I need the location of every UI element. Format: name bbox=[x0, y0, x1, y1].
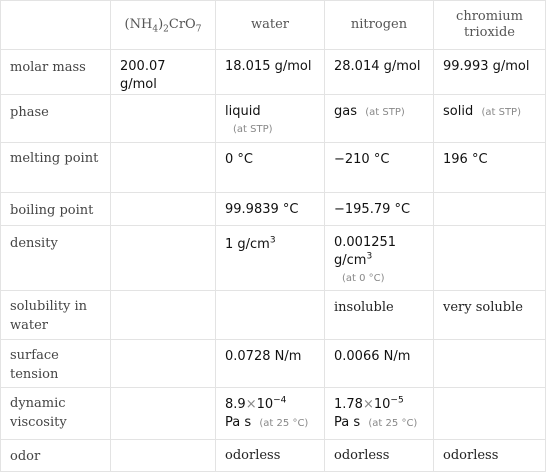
cell-value: 1 $g/cm^3$ bbox=[216, 226, 325, 291]
cell-value: −210 °C bbox=[325, 143, 434, 193]
cell-value: insoluble bbox=[325, 291, 434, 340]
phase-text: liquid bbox=[225, 104, 261, 119]
row-solubility bbox=[1, 291, 546, 340]
cell-empty bbox=[434, 226, 546, 291]
col-header-chromium-trioxide: chromium trioxide bbox=[434, 1, 546, 50]
cell-value: odorless bbox=[325, 440, 434, 472]
row-label: boiling point bbox=[1, 193, 111, 226]
phase-text: gas bbox=[334, 104, 357, 119]
header-row bbox=[1, 1, 546, 50]
cell-empty bbox=[111, 291, 216, 340]
cell-value bbox=[325, 226, 434, 291]
col-header-ammonium-chromate: $(NH_4)_2CrO_7$ bbox=[111, 1, 216, 50]
row-dynamic-viscosity bbox=[1, 388, 546, 440]
cell-empty bbox=[111, 95, 216, 143]
row-label: molar mass bbox=[1, 50, 111, 95]
cell-empty bbox=[111, 226, 216, 291]
cell-value bbox=[216, 95, 325, 143]
cell-value: 99.993 g/mol bbox=[434, 50, 546, 95]
viscosity-number: $8.9\times 10^{-4}$ bbox=[225, 395, 287, 412]
cell-empty bbox=[434, 340, 546, 388]
cell-empty bbox=[111, 193, 216, 226]
cell-value: 18.015 g/mol bbox=[216, 50, 325, 95]
cell-value: 0 °C bbox=[216, 143, 325, 193]
row-label: melting point bbox=[1, 143, 111, 193]
row-odor bbox=[1, 440, 546, 472]
cell-empty bbox=[434, 388, 546, 440]
condition-note: (at STP) bbox=[233, 124, 273, 135]
condition-note: (at 0 °C) bbox=[342, 273, 385, 284]
cell-value: 99.9839 °C bbox=[216, 193, 325, 226]
density-number: 0.001251 bbox=[334, 235, 397, 250]
cell-empty bbox=[111, 340, 216, 388]
cell-empty bbox=[111, 388, 216, 440]
viscosity-number: $1.78\times 10^{-5}$ bbox=[334, 395, 404, 412]
condition-note: (at STP) bbox=[365, 107, 405, 118]
condition-note: (at STP) bbox=[481, 107, 521, 118]
row-melting-point bbox=[1, 143, 546, 193]
cell-value: −195.79 °C bbox=[325, 193, 434, 226]
cell-value: 0.0728 N/m bbox=[216, 340, 325, 388]
viscosity-unit: Pa s (at 25 °C) bbox=[225, 415, 309, 430]
row-label: solubility in water bbox=[1, 291, 111, 340]
cell-value: odorless bbox=[216, 440, 325, 472]
row-phase bbox=[1, 95, 546, 143]
cell-empty bbox=[111, 143, 216, 193]
cell-empty bbox=[111, 440, 216, 472]
cell-value: odorless bbox=[434, 440, 546, 472]
viscosity-unit: Pa s (at 25 °C) bbox=[334, 415, 418, 430]
cell-value bbox=[325, 95, 434, 143]
row-molar-mass bbox=[1, 50, 546, 95]
row-boiling-point bbox=[1, 193, 546, 226]
cell-value: very soluble bbox=[434, 291, 546, 340]
corner-cell bbox=[1, 1, 111, 50]
cell-value: 196 °C bbox=[434, 143, 546, 193]
row-label: phase bbox=[1, 95, 111, 143]
row-label: surface tension bbox=[1, 340, 111, 388]
cell-value: 28.014 g/mol bbox=[325, 50, 434, 95]
phase-text: solid bbox=[443, 104, 474, 119]
density-unit: $g/cm^3$ bbox=[334, 251, 373, 268]
row-label: density bbox=[1, 226, 111, 291]
cell-value: 200.07 g/mol bbox=[111, 50, 216, 95]
row-density bbox=[1, 226, 546, 291]
row-label: dynamic viscosity bbox=[1, 388, 111, 440]
cell-value: 0.0066 N/m bbox=[325, 340, 434, 388]
cell-empty bbox=[434, 193, 546, 226]
row-surface-tension bbox=[1, 340, 546, 388]
row-label: odor bbox=[1, 440, 111, 472]
cell-empty bbox=[216, 291, 325, 340]
cell-value bbox=[325, 388, 434, 440]
cell-value bbox=[216, 388, 325, 440]
cell-value bbox=[434, 95, 546, 143]
col-header-nitrogen: nitrogen bbox=[325, 1, 434, 50]
col-header-water: water bbox=[216, 1, 325, 50]
